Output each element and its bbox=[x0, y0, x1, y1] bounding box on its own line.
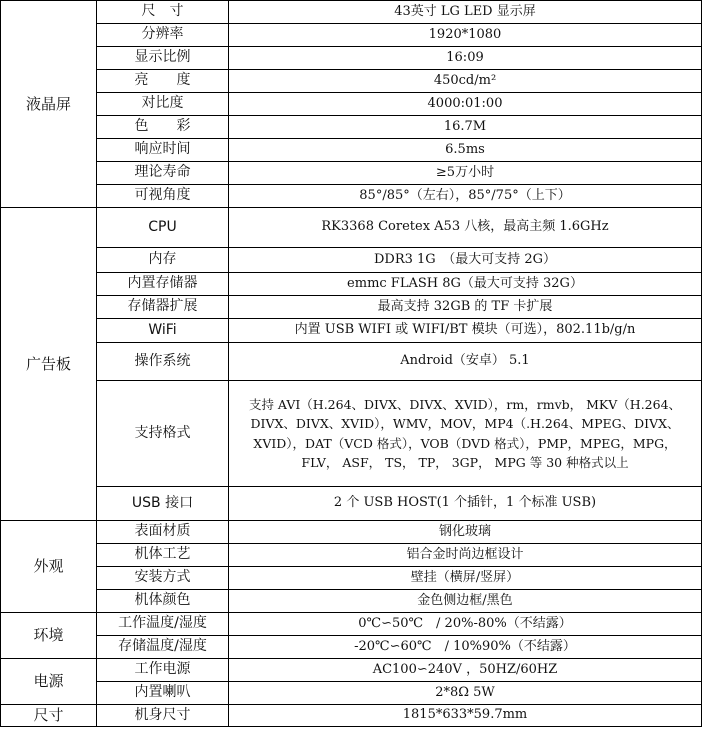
table-row bbox=[1, 567, 702, 590]
param-cell: USB 接口 bbox=[97, 487, 229, 521]
table-row bbox=[1, 319, 702, 343]
value-cell: 1815*633*59.7mm bbox=[229, 705, 702, 727]
table-row bbox=[1, 659, 702, 682]
value-cell: 最高支持 32GB 的 TF 卡扩展 bbox=[229, 296, 702, 319]
table-row bbox=[1, 185, 702, 208]
value-cell: 16.7M bbox=[229, 116, 702, 139]
param-cell: 工作电源 bbox=[97, 659, 229, 682]
table-row bbox=[1, 1, 702, 24]
value-cell: 85°/85°（左右），85°/75°（上下） bbox=[229, 185, 702, 208]
value-cell: 450cd/m² bbox=[229, 70, 702, 93]
table-row bbox=[1, 273, 702, 296]
category-cell: 电源 bbox=[1, 659, 97, 705]
table-row bbox=[1, 487, 702, 521]
param-cell: 安装方式 bbox=[97, 567, 229, 590]
param-cell: 存储器扩展 bbox=[97, 296, 229, 319]
param-cell: 对比度 bbox=[97, 93, 229, 116]
table-row bbox=[1, 296, 702, 319]
value-cell: 铝合金时尚边框设计 bbox=[229, 544, 702, 567]
param-cell: 响应时间 bbox=[97, 139, 229, 162]
category-cell: 广告板 bbox=[1, 208, 97, 521]
table-row bbox=[1, 705, 702, 727]
param-cell: 理论寿命 bbox=[97, 162, 229, 185]
table-row bbox=[1, 248, 702, 273]
category-cell: 尺寸 bbox=[1, 705, 97, 727]
table-row bbox=[1, 343, 702, 381]
value-cell: 16:09 bbox=[229, 47, 702, 70]
param-cell: 机体颜色 bbox=[97, 590, 229, 613]
table-row bbox=[1, 544, 702, 567]
table-row bbox=[1, 636, 702, 659]
param-cell: 操作系统 bbox=[97, 343, 229, 381]
table-row bbox=[1, 139, 702, 162]
param-cell: WiFi bbox=[97, 319, 229, 343]
table-row bbox=[1, 208, 702, 248]
param-cell: 表面材质 bbox=[97, 521, 229, 544]
category-cell: 外观 bbox=[1, 521, 97, 613]
value-cell: 金色侧边框/黑色 bbox=[229, 590, 702, 613]
param-cell: 支持格式 bbox=[97, 381, 229, 487]
table-row bbox=[1, 381, 702, 487]
table-row bbox=[1, 47, 702, 70]
table-row bbox=[1, 70, 702, 93]
table-row bbox=[1, 590, 702, 613]
param-cell: 工作温度/湿度 bbox=[97, 613, 229, 636]
value-cell: RK3368 Coretex A53 八核，最高主频 1.6GHz bbox=[229, 208, 702, 248]
value-cell: AC100∽240V ，50HZ/60HZ bbox=[229, 659, 702, 682]
param-cell: 分辨率 bbox=[97, 24, 229, 47]
param-cell: 机体工艺 bbox=[97, 544, 229, 567]
param-cell: 内置存储器 bbox=[97, 273, 229, 296]
value-cell: 6.5ms bbox=[229, 139, 702, 162]
value-cell: ≥5万小时 bbox=[229, 162, 702, 185]
value-cell: 支持 AVI（H.264、DIVX、DIVX、XVID），rm，rmvb， MKV（H.264、DIVX、DIVX、XVID），WMV，MOV，MP4（.H.264、MPEG、DIVX、XVID），DAT（VCD 格式），VOB（DVD 格式），PMP，MPEG，MPG，FLV， ASF， TS， TP， 3GP， MPG 等 30 种格式以上 bbox=[229, 381, 702, 487]
param-cell: 内置喇叭 bbox=[97, 682, 229, 705]
param-cell: 色 彩 bbox=[97, 116, 229, 139]
param-cell: CPU bbox=[97, 208, 229, 248]
table-row bbox=[1, 24, 702, 47]
value-cell: Android（安卓） 5.1 bbox=[229, 343, 702, 381]
value-cell: 2*8Ω 5W bbox=[229, 682, 702, 705]
table-row bbox=[1, 93, 702, 116]
value-cell: DDR3 1G （最大可支持 2G） bbox=[229, 248, 702, 273]
value-cell: emmc FLASH 8G（最大可支持 32G） bbox=[229, 273, 702, 296]
table-row bbox=[1, 116, 702, 139]
value-cell: 壁挂（横屏/竖屏） bbox=[229, 567, 702, 590]
table-row bbox=[1, 682, 702, 705]
param-cell: 存储温度/湿度 bbox=[97, 636, 229, 659]
category-cell: 环境 bbox=[1, 613, 97, 659]
param-cell: 可视角度 bbox=[97, 185, 229, 208]
param-cell: 亮 度 bbox=[97, 70, 229, 93]
value-cell: 0℃∽50℃ / 20%-80%（不结露） bbox=[229, 613, 702, 636]
param-cell: 尺 寸 bbox=[97, 1, 229, 24]
value-cell: 4000:01:00 bbox=[229, 93, 702, 116]
value-cell: 内置 USB WIFI 或 WIFI/BT 模块（可选），802.11b/g/n bbox=[229, 319, 702, 343]
value-cell: 43英寸 LG LED 显示屏 bbox=[229, 1, 702, 24]
table-row bbox=[1, 613, 702, 636]
value-cell: 钢化玻璃 bbox=[229, 521, 702, 544]
value-cell: -20℃∽60℃ / 10%90%（不结露） bbox=[229, 636, 702, 659]
param-cell: 显示比例 bbox=[97, 47, 229, 70]
table-row bbox=[1, 521, 702, 544]
param-cell: 机身尺寸 bbox=[97, 705, 229, 727]
value-cell: 2 个 USB HOST(1 个插针，1 个标准 USB) bbox=[229, 487, 702, 521]
category-cell: 液晶屏 bbox=[1, 1, 97, 208]
param-cell: 内存 bbox=[97, 248, 229, 273]
value-cell: 1920*1080 bbox=[229, 24, 702, 47]
table-row bbox=[1, 162, 702, 185]
